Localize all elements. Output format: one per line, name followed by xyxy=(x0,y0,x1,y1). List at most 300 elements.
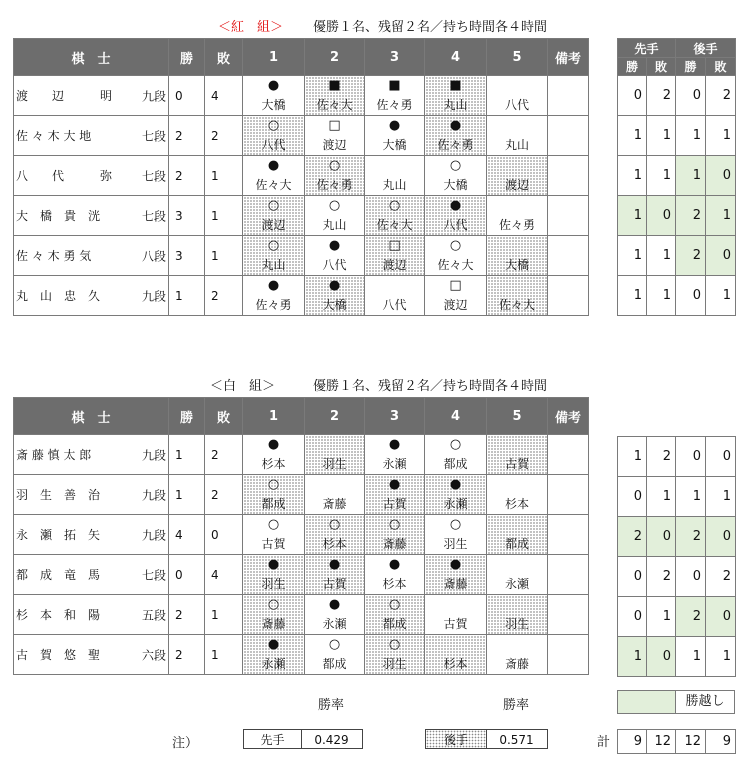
gote-losses-cell: 0 xyxy=(706,517,736,557)
player-name: 都 成 竜 馬 xyxy=(16,568,101,582)
round-5-result-cell xyxy=(487,156,548,196)
note-cell xyxy=(548,76,589,116)
opponent-name: 佐々大 xyxy=(316,98,353,112)
player-rank: 九段 xyxy=(141,289,166,303)
header-row xyxy=(14,39,589,76)
round-4-result-cell xyxy=(425,156,487,196)
totals-table xyxy=(617,729,736,754)
result-mark: ● xyxy=(267,158,280,173)
opponent-name: 杉本 xyxy=(322,537,347,551)
player-row xyxy=(14,555,589,595)
gote-wins-cell: 1 xyxy=(676,156,706,196)
result-mark: ○ xyxy=(267,238,280,253)
player-name: 古 賀 悠 聖 xyxy=(16,648,101,662)
losses-cell: 1 xyxy=(205,635,243,675)
player-name: 大 橋 貴 洸 xyxy=(16,209,101,223)
player-name: 佐 々 木 大 地 xyxy=(16,129,92,143)
opponent-name: 斎藤 xyxy=(261,617,286,631)
round-5-result-cell xyxy=(487,555,548,595)
round-2-header: 2 xyxy=(305,39,365,76)
note-cell xyxy=(548,595,589,635)
win-header: 勝 xyxy=(169,398,205,435)
result-mark: ● xyxy=(388,477,401,492)
sente-rate-label: 勝率 xyxy=(318,698,345,713)
opponent-name: 渡辺 xyxy=(382,258,407,272)
gote-label-box: 後手 xyxy=(425,729,487,749)
opponent-name: 八代 xyxy=(504,98,529,112)
result-mark: ○ xyxy=(388,597,401,612)
note-cell xyxy=(548,196,589,236)
result-mark: ○ xyxy=(388,517,401,532)
player-row xyxy=(14,76,589,116)
winning-record-legend-swatch xyxy=(617,690,676,714)
wins-cell: 3 xyxy=(169,236,205,276)
player-rank: 五段 xyxy=(141,608,166,622)
round-2-result-cell xyxy=(305,595,365,635)
round-4-result-cell xyxy=(425,116,487,156)
sente-rate-value: 0.429 xyxy=(301,729,363,749)
player-row xyxy=(14,635,589,675)
sente-losses-cell: 2 xyxy=(647,437,676,477)
player-row xyxy=(14,236,589,276)
player-name: 永 瀬 拓 矢 xyxy=(16,528,101,542)
wins-cell: 3 xyxy=(169,196,205,236)
round-4-header: 4 xyxy=(425,39,487,76)
round-5-result-cell xyxy=(487,635,548,675)
result-mark: ● xyxy=(328,597,341,612)
player-rank: 七段 xyxy=(141,169,166,183)
sente-losses-cell: 1 xyxy=(647,597,676,637)
opponent-name: 斎藤 xyxy=(443,577,468,591)
result-mark: ● xyxy=(267,278,280,293)
gote-losses-cell: 0 xyxy=(706,236,736,276)
round-2-result-cell xyxy=(305,276,365,316)
opponent-name: 永瀬 xyxy=(382,457,407,471)
sente-losses-cell: 0 xyxy=(647,196,676,236)
red-league-table xyxy=(13,38,589,316)
round-4-result-cell xyxy=(425,595,487,635)
wins-cell: 2 xyxy=(169,635,205,675)
sente-wins-cell: 0 xyxy=(618,557,647,597)
player-rank: 九段 xyxy=(141,488,166,502)
losses-cell: 0 xyxy=(205,515,243,555)
opponent-name: 古賀 xyxy=(504,457,529,471)
round-5-result-cell xyxy=(487,595,548,635)
note-cell xyxy=(548,435,589,475)
player-name-cell xyxy=(14,555,169,595)
opponent-name: 羽生 xyxy=(322,457,347,471)
result-mark: ○ xyxy=(267,477,280,492)
sente-wins-cell: 1 xyxy=(618,156,647,196)
sente-wins-cell: 1 xyxy=(618,196,647,236)
round-3-result-cell xyxy=(365,475,425,515)
result-mark: ● xyxy=(328,557,341,572)
result-mark: ● xyxy=(449,198,462,213)
sente-losses-cell: 2 xyxy=(647,557,676,597)
player-name-cell xyxy=(14,635,169,675)
round-1-result-cell xyxy=(243,435,305,475)
gote-rate-label: 勝率 xyxy=(503,698,530,713)
result-mark: □ xyxy=(328,118,341,133)
red-sente-gote-table xyxy=(617,38,736,316)
round-4-result-cell xyxy=(425,435,487,475)
win-header: 勝 xyxy=(169,39,205,76)
opponent-name: 大橋 xyxy=(443,178,468,192)
round-5-result-cell xyxy=(487,116,548,156)
player-name: 羽 生 善 治 xyxy=(16,488,101,502)
winning-record-legend-label: 勝越し xyxy=(675,690,735,714)
gote-wins-cell: 0 xyxy=(676,76,706,116)
result-mark: ■ xyxy=(328,78,341,93)
round-2-result-cell xyxy=(305,156,365,196)
sente-losses-cell: 1 xyxy=(647,477,676,517)
opponent-name: 渡辺 xyxy=(504,178,529,192)
losses-cell: 1 xyxy=(205,196,243,236)
result-mark: ● xyxy=(267,437,280,452)
opponent-name: 八代 xyxy=(382,298,407,312)
wins-cell: 1 xyxy=(169,475,205,515)
opponent-name: 大橋 xyxy=(322,298,347,312)
round-3-result-cell xyxy=(365,236,425,276)
sente-gote-row xyxy=(618,437,736,477)
sente-wins-cell: 1 xyxy=(618,236,647,276)
sente-gote-row xyxy=(618,236,736,276)
round-4-result-cell xyxy=(425,196,487,236)
opponent-name: 都成 xyxy=(382,617,407,631)
round-1-header: 1 xyxy=(243,398,305,435)
opponent-name: 佐々勇 xyxy=(316,178,353,192)
gote-wins-cell: 2 xyxy=(676,236,706,276)
round-3-result-cell xyxy=(365,196,425,236)
gote-losses-cell: 0 xyxy=(706,437,736,477)
opponent-name: 丸山 xyxy=(261,258,286,272)
result-mark: ○ xyxy=(388,637,401,652)
sente-gote-row xyxy=(618,156,736,196)
total-gote-losses: 9 xyxy=(706,730,736,754)
round-1-result-cell xyxy=(243,595,305,635)
player-rank: 六段 xyxy=(141,648,166,662)
round-4-result-cell xyxy=(425,515,487,555)
sente-losses-cell: 1 xyxy=(647,276,676,316)
sente-wins-cell: 1 xyxy=(618,276,647,316)
opponent-name: 羽生 xyxy=(443,537,468,551)
opponent-name: 杉本 xyxy=(261,457,286,471)
player-name-cell xyxy=(14,196,169,236)
player-name: 八 代 弥 xyxy=(16,169,113,183)
opponent-name: 八代 xyxy=(443,218,468,232)
player-name: 杉 本 和 陽 xyxy=(16,608,101,622)
sente-losses-cell: 0 xyxy=(647,517,676,557)
sente-losses-cell: 1 xyxy=(647,236,676,276)
losses-cell: 1 xyxy=(205,236,243,276)
result-mark: ● xyxy=(449,477,462,492)
player-name-cell xyxy=(14,515,169,555)
sente-wins-cell: 1 xyxy=(618,116,647,156)
opponent-name: 杉本 xyxy=(504,497,529,511)
round-3-result-cell xyxy=(365,435,425,475)
round-3-result-cell xyxy=(365,515,425,555)
losses-cell: 4 xyxy=(205,76,243,116)
player-row xyxy=(14,276,589,316)
gote-wins-cell: 2 xyxy=(676,517,706,557)
opponent-name: 永瀬 xyxy=(261,657,286,671)
note-cell xyxy=(548,156,589,196)
sente-wins-cell: 1 xyxy=(618,437,647,477)
wins-cell: 2 xyxy=(169,156,205,196)
result-mark: ● xyxy=(388,557,401,572)
round-4-result-cell xyxy=(425,236,487,276)
result-mark: □ xyxy=(449,278,462,293)
gote-wins-cell: 2 xyxy=(676,597,706,637)
wins-cell: 1 xyxy=(169,276,205,316)
result-mark: ○ xyxy=(267,597,280,612)
round-4-result-cell xyxy=(425,555,487,595)
wins-cell: 2 xyxy=(169,116,205,156)
gote-wins-cell: 0 xyxy=(676,437,706,477)
gote-losses-cell: 1 xyxy=(706,637,736,677)
result-mark: ● xyxy=(328,238,341,253)
sente-gote-row xyxy=(618,637,736,677)
opponent-name: 渡辺 xyxy=(261,218,286,232)
player-name-cell xyxy=(14,156,169,196)
sente-gote-row xyxy=(618,196,736,236)
round-5-result-cell xyxy=(487,515,548,555)
sente-wins-cell: 0 xyxy=(618,76,647,116)
player-rank: 九段 xyxy=(141,89,166,103)
result-mark: ○ xyxy=(267,517,280,532)
result-mark: ○ xyxy=(328,637,341,652)
losses-cell: 4 xyxy=(205,555,243,595)
round-2-result-cell xyxy=(305,515,365,555)
header-row xyxy=(14,398,589,435)
loss-header: 敗 xyxy=(205,398,243,435)
loss-header: 敗 xyxy=(205,39,243,76)
note-cell xyxy=(548,475,589,515)
opponent-name: 八代 xyxy=(261,138,286,152)
player-name-cell xyxy=(14,595,169,635)
white-league-table xyxy=(13,397,589,675)
result-mark: ○ xyxy=(388,198,401,213)
result-mark: ● xyxy=(267,557,280,572)
opponent-name: 佐々勇 xyxy=(255,298,292,312)
round-2-result-cell xyxy=(305,475,365,515)
player-row xyxy=(14,475,589,515)
player-row xyxy=(14,116,589,156)
opponent-name: 大橋 xyxy=(261,98,286,112)
result-mark: ● xyxy=(267,78,280,93)
round-5-result-cell xyxy=(487,196,548,236)
result-mark: ○ xyxy=(328,517,341,532)
round-3-header: 3 xyxy=(365,39,425,76)
round-3-result-cell xyxy=(365,635,425,675)
player-rank: 七段 xyxy=(141,568,166,582)
opponent-name: 大橋 xyxy=(504,258,529,272)
opponent-name: 古賀 xyxy=(322,577,347,591)
round-3-result-cell xyxy=(365,116,425,156)
sente-gote-row xyxy=(618,517,736,557)
note-cell xyxy=(548,515,589,555)
gote-losses-cell: 0 xyxy=(706,597,736,637)
opponent-name: 羽生 xyxy=(504,617,529,631)
round-1-result-cell xyxy=(243,116,305,156)
opponent-name: 杉本 xyxy=(443,657,468,671)
note-label: 注） xyxy=(172,736,199,751)
player-header: 棋 士 xyxy=(14,398,169,435)
round-1-result-cell xyxy=(243,156,305,196)
total-sente-wins: 9 xyxy=(618,730,647,754)
player-row xyxy=(14,156,589,196)
result-mark: ● xyxy=(388,437,401,452)
opponent-name: 都成 xyxy=(443,457,468,471)
player-name: 丸 山 忠 久 xyxy=(16,289,101,303)
wins-cell: 4 xyxy=(169,515,205,555)
gote-losses-cell: 1 xyxy=(706,477,736,517)
round-5-result-cell xyxy=(487,236,548,276)
gote-losses-cell: 0 xyxy=(706,156,736,196)
round-3-header: 3 xyxy=(365,398,425,435)
round-4-result-cell xyxy=(425,76,487,116)
opponent-name: 古賀 xyxy=(443,617,468,631)
sente-losses-cell: 1 xyxy=(647,116,676,156)
gote-losses-cell: 2 xyxy=(706,76,736,116)
result-mark: ○ xyxy=(449,158,462,173)
opponent-name: 渡辺 xyxy=(322,138,347,152)
round-1-result-cell xyxy=(243,76,305,116)
note-cell xyxy=(548,236,589,276)
note-header: 備考 xyxy=(548,398,589,435)
round-5-result-cell xyxy=(487,475,548,515)
opponent-name: 羽生 xyxy=(261,577,286,591)
opponent-name: 大橋 xyxy=(382,138,407,152)
round-5-result-cell xyxy=(487,76,548,116)
player-name-cell xyxy=(14,76,169,116)
round-1-result-cell xyxy=(243,236,305,276)
sente-losses-cell: 1 xyxy=(647,156,676,196)
totals-row xyxy=(618,730,736,754)
round-2-header: 2 xyxy=(305,398,365,435)
losses-cell: 2 xyxy=(205,276,243,316)
result-mark: ● xyxy=(449,557,462,572)
opponent-name: 佐々大 xyxy=(437,258,474,272)
opponent-name: 羽生 xyxy=(382,657,407,671)
white-sente-gote-table xyxy=(617,436,736,677)
player-rank: 九段 xyxy=(141,448,166,462)
red-group-info: 優勝１名、残留２名／持ち時間各４時間 xyxy=(313,20,548,35)
sente-label-box: 先手 xyxy=(243,729,302,749)
result-mark: ○ xyxy=(267,198,280,213)
player-name: 斎 藤 慎 太 郎 xyxy=(16,448,92,462)
gote-losses-cell: 1 xyxy=(706,276,736,316)
opponent-name: 佐々大 xyxy=(498,298,535,312)
result-mark: ○ xyxy=(449,437,462,452)
player-row xyxy=(14,196,589,236)
player-rank: 七段 xyxy=(141,129,166,143)
result-mark: ○ xyxy=(328,198,341,213)
opponent-name: 丸山 xyxy=(504,138,529,152)
opponent-name: 丸山 xyxy=(322,218,347,232)
result-mark: ● xyxy=(328,278,341,293)
opponent-name: 佐々大 xyxy=(255,178,292,192)
result-mark: ○ xyxy=(449,517,462,532)
sente-gote-row xyxy=(618,116,736,156)
round-3-result-cell xyxy=(365,276,425,316)
result-mark: ● xyxy=(388,118,401,133)
sente-wins-cell: 1 xyxy=(618,637,647,677)
opponent-name: 都成 xyxy=(504,537,529,551)
round-4-header: 4 xyxy=(425,398,487,435)
opponent-name: 杉本 xyxy=(382,577,407,591)
round-2-result-cell xyxy=(305,555,365,595)
wins-cell: 2 xyxy=(169,595,205,635)
sente-gote-row xyxy=(618,477,736,517)
gote-losses-cell: 1 xyxy=(706,196,736,236)
round-3-result-cell xyxy=(365,555,425,595)
sente-loss-header: 敗 xyxy=(647,58,676,76)
gote-losses-cell: 2 xyxy=(706,557,736,597)
note-cell xyxy=(548,276,589,316)
total-gote-wins: 12 xyxy=(676,730,706,754)
player-header: 棋 士 xyxy=(14,39,169,76)
opponent-name: 古賀 xyxy=(261,537,286,551)
player-rank: 九段 xyxy=(141,528,166,542)
total-label: 計 xyxy=(597,735,611,750)
gote-wins-cell: 1 xyxy=(676,477,706,517)
losses-cell: 1 xyxy=(205,156,243,196)
sente-gote-row xyxy=(618,597,736,637)
wins-cell: 1 xyxy=(169,435,205,475)
gote-losses-cell: 1 xyxy=(706,116,736,156)
result-mark: ● xyxy=(267,637,280,652)
note-cell xyxy=(548,116,589,156)
sente-wins-cell: 2 xyxy=(618,517,647,557)
opponent-name: 永瀬 xyxy=(504,577,529,591)
player-name: 渡 辺 明 xyxy=(16,89,113,103)
result-mark: ○ xyxy=(328,158,341,173)
opponent-name: 都成 xyxy=(322,657,347,671)
player-name-cell xyxy=(14,475,169,515)
round-2-result-cell xyxy=(305,196,365,236)
sente-header: 先手 xyxy=(618,39,676,58)
opponent-name: 古賀 xyxy=(382,497,407,511)
player-name-cell xyxy=(14,236,169,276)
sente-losses-cell: 2 xyxy=(647,76,676,116)
note-cell xyxy=(548,555,589,595)
note-header: 備考 xyxy=(548,39,589,76)
round-1-result-cell xyxy=(243,515,305,555)
round-1-result-cell xyxy=(243,276,305,316)
white-group-info: 優勝１名、残留２名／持ち時間各４時間 xyxy=(313,379,548,394)
sente-losses-cell: 0 xyxy=(647,637,676,677)
gote-wins-cell: 1 xyxy=(676,116,706,156)
round-2-result-cell xyxy=(305,635,365,675)
gote-loss-header: 敗 xyxy=(706,58,736,76)
opponent-name: 永瀬 xyxy=(322,617,347,631)
gote-rate-value: 0.571 xyxy=(486,729,548,749)
round-2-result-cell xyxy=(305,435,365,475)
result-mark: ● xyxy=(449,118,462,133)
round-2-result-cell xyxy=(305,76,365,116)
sente-wins-cell: 0 xyxy=(618,477,647,517)
opponent-name: 都成 xyxy=(261,497,286,511)
gote-wins-cell: 1 xyxy=(676,637,706,677)
round-1-result-cell xyxy=(243,555,305,595)
round-3-result-cell xyxy=(365,76,425,116)
opponent-name: 渡辺 xyxy=(443,298,468,312)
round-2-result-cell xyxy=(305,116,365,156)
total-sente-losses: 12 xyxy=(647,730,676,754)
losses-cell: 1 xyxy=(205,595,243,635)
round-1-result-cell xyxy=(243,475,305,515)
